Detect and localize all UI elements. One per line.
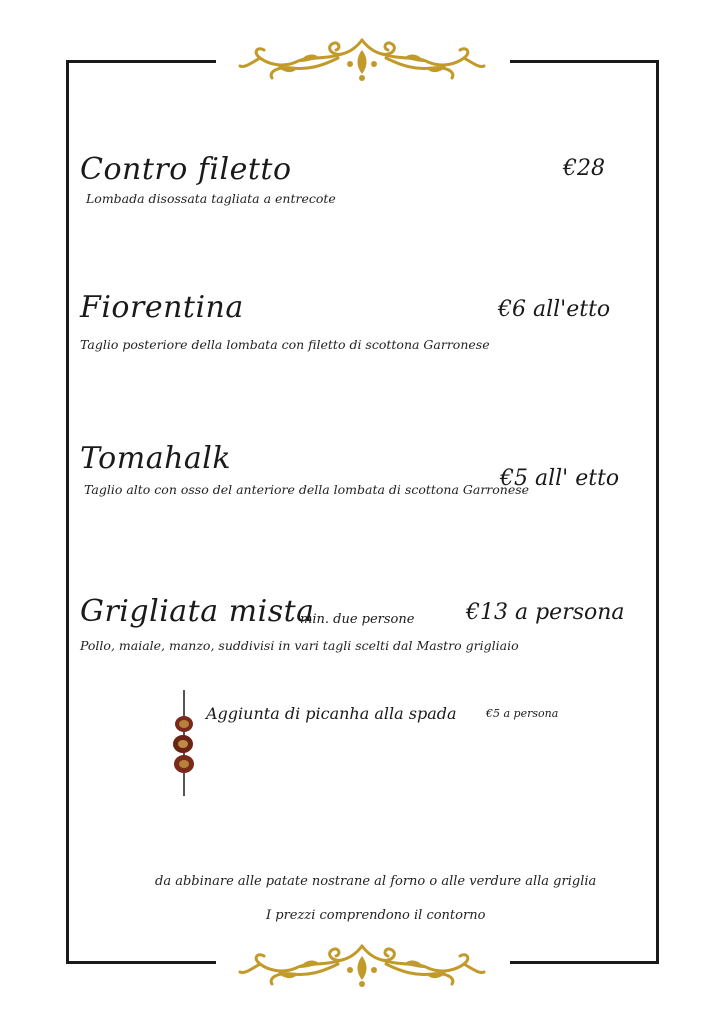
top-ornament-icon (238, 34, 486, 82)
item-description-contro-filetto: Lombada disossata tagliata a entrecote (86, 191, 336, 206)
item-description-grigliata-mista: Pollo, maiale, manzo, suddivisi in vari tagli scelti dal Mastro grigliaio (80, 638, 519, 653)
frame-bottom-left (66, 961, 216, 964)
addon-label: Aggiunta di picanha alla spada (206, 704, 457, 723)
frame-bottom-right (510, 961, 659, 964)
bottom-ornament-icon (238, 940, 486, 988)
addon-price: €5 a persona (486, 707, 559, 720)
item-title-grigliata-mista: Grigliata mista (80, 594, 315, 629)
frame-top-right (510, 60, 659, 63)
item-price-contro-filetto: €28 (563, 156, 605, 181)
frame-right (656, 60, 659, 964)
frame-top-left (66, 60, 216, 63)
pairing-note: da abbinare alle patate nostrane al forno o alle verdure alla griglia (155, 874, 597, 889)
item-price-fiorentina: €6 all'etto (498, 297, 611, 322)
item-title-fiorentina: Fiorentina (80, 290, 244, 325)
included-note: I prezzi comprendono il contorno (266, 908, 486, 923)
skewer-icon (168, 688, 200, 798)
item-title-tomahalk: Tomahalk (80, 441, 232, 476)
item-note-grigliata-mista: min. due persone (300, 612, 415, 627)
item-description-tomahalk: Taglio alto con osso del anteriore della lombata di scottona Garronese (84, 482, 530, 497)
item-title-contro-filetto: Contro filetto (80, 152, 292, 187)
item-price-grigliata-mista: €13 a persona (466, 600, 625, 625)
frame-left (66, 60, 69, 964)
item-price-tomahalk: €5 all' etto (500, 466, 620, 491)
item-description-fiorentina: Taglio posteriore della lombata con filetto di scottona Garronese (80, 337, 490, 352)
